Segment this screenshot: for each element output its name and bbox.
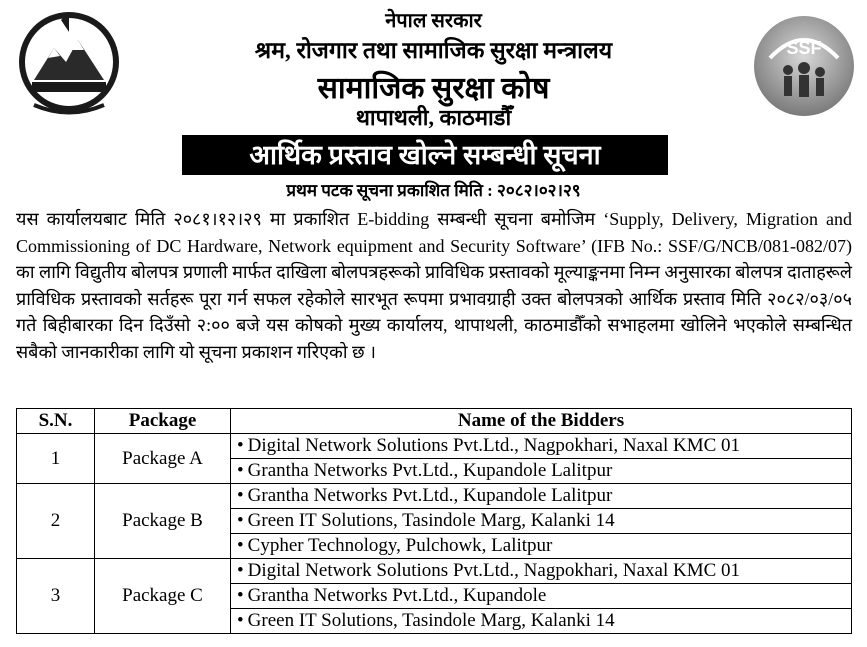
government-title: नेपाल सरकार bbox=[385, 10, 482, 32]
ministry-title: श्रम, रोजगार तथा सामाजिक सुरक्षा मन्त्रालय bbox=[254, 38, 613, 63]
bidder-cell bbox=[231, 434, 852, 459]
bidder-cell bbox=[231, 559, 852, 584]
bidder-name: Cypher Technology, Pulchowk, Lalitpur bbox=[247, 535, 553, 556]
header-bidders: Name of the Bidders bbox=[231, 409, 852, 434]
table-row bbox=[17, 484, 852, 509]
bullet-icon: • bbox=[237, 610, 244, 631]
table-header-row bbox=[17, 409, 852, 434]
bidder-cell bbox=[231, 459, 852, 484]
package-cell: Package A bbox=[95, 434, 231, 484]
bullet-icon: • bbox=[237, 585, 244, 606]
bullet-icon: • bbox=[237, 560, 244, 581]
bidder-cell bbox=[231, 534, 852, 559]
bidder-cell bbox=[231, 484, 852, 509]
bidder-cell bbox=[231, 509, 852, 534]
ssf-logo-text: SSF bbox=[786, 38, 822, 58]
notice-title-banner: आर्थिक प्रस्ताव खोल्ने सम्बन्धी सूचना bbox=[182, 135, 668, 175]
bidder-cell bbox=[231, 584, 852, 609]
bidder-name: Grantha Networks Pvt.Ltd., Kupandole Lalitpur bbox=[247, 460, 613, 481]
organization-title: सामाजिक सुरक्षा कोष bbox=[317, 72, 550, 105]
bullet-icon: • bbox=[237, 535, 244, 556]
bullet-icon: • bbox=[237, 510, 244, 531]
publication-date: प्रथम पटक सूचना प्रकाशित मिति : २०८२।०२।२९ bbox=[286, 181, 581, 200]
table-row bbox=[17, 559, 852, 584]
bidder-name: Digital Network Solutions Pvt.Ltd., Nagpokhari, Naxal KMC 01 bbox=[247, 435, 741, 456]
bullet-icon: • bbox=[237, 435, 244, 456]
bidder-cell bbox=[231, 609, 852, 634]
bullet-icon: • bbox=[237, 460, 244, 481]
package-cell: Package B bbox=[95, 484, 231, 559]
header-package: Package bbox=[95, 409, 231, 434]
notice-body: यस कार्यालयबाट मिति २०८१।१२।२९ मा प्रकाशित E-bidding सम्बन्धी सूचना बमोजिम ‘Supply, Delivery, Migration and Commissioning of DC Hardware, Network equipment and Security Software’ (IFB No.: SSF/G/NCB/081-082/07) का लागि विद्युतीय बोलपत्र प्रणाली मार्फत दाखिला बोलपत्रहरूको प्राविधिक प्रस्तावको मूल्याङ्कनमा निम्न अनुसारका बोलपत्र दाताहरूले प्राविधिक प्रस्तावको सर्तहरू पूरा गर्न सफल रहेकोले सारभूत रूपमा प्रभावग्राही उक्त बोलपत्रको आर्थिक प्रस्ताव मिति २०८२/०३/०५ गते बिहीबारका दिन दिउँसो २:०० बजे यस कोषको मुख्य कार्यालय, थापाथली, काठमाडौँको सभाहलमा खोलिने भएकोले सम्बन्धित सबैको जानकारीका लागि यो सूचना प्रकाशन गरिएको छ । bbox=[16, 209, 852, 362]
bidder-name: Green IT Solutions, Tasindole Marg, Kalanki 14 bbox=[247, 610, 615, 631]
bidder-name: Grantha Networks Pvt.Ltd., Kupandole bbox=[247, 585, 547, 606]
header-sn: S.N. bbox=[17, 409, 95, 434]
bidder-name: Green IT Solutions, Tasindole Marg, Kalanki 14 bbox=[247, 510, 615, 531]
organization-address: थापाथली, काठमाडौँ bbox=[355, 105, 512, 130]
package-cell: Package C bbox=[95, 559, 231, 634]
bidders-table bbox=[16, 408, 852, 634]
sn-cell: 1 bbox=[17, 434, 95, 484]
sn-cell: 3 bbox=[17, 559, 95, 634]
table-row bbox=[17, 434, 852, 459]
bidder-name: Digital Network Solutions Pvt.Ltd., Nagpokhari, Naxal KMC 01 bbox=[247, 560, 741, 581]
bidder-name: Grantha Networks Pvt.Ltd., Kupandole Lalitpur bbox=[247, 485, 613, 506]
sn-cell: 2 bbox=[17, 484, 95, 559]
bullet-icon: • bbox=[237, 485, 244, 506]
